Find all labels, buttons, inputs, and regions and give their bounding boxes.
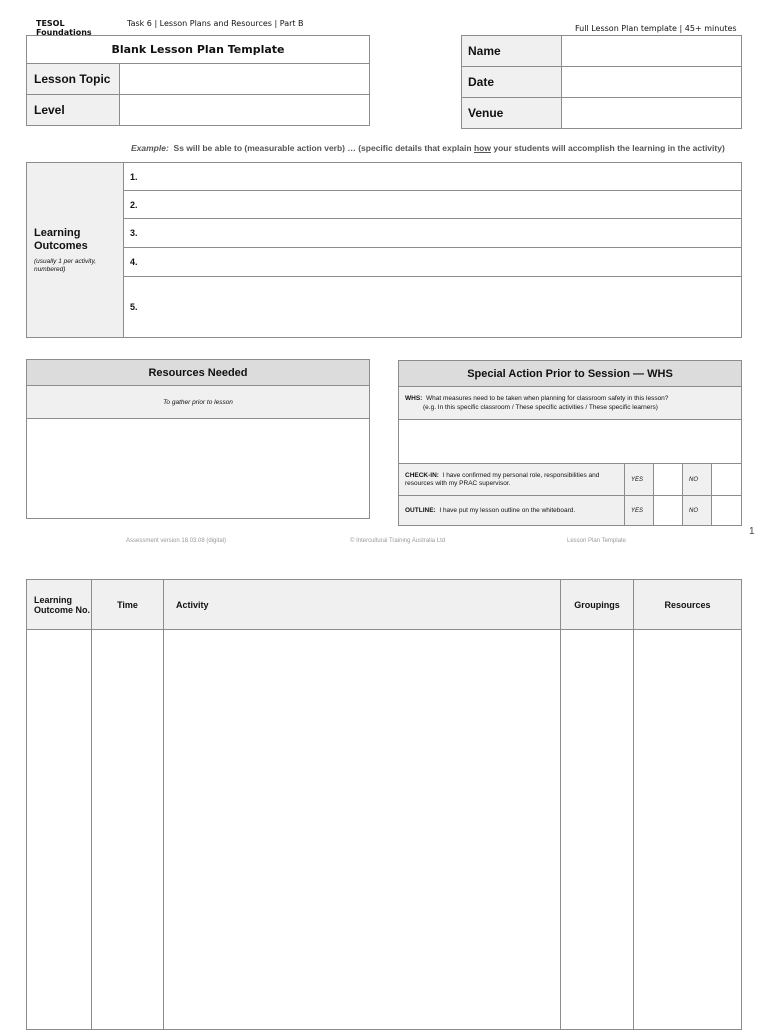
outline-label: OUTLINE: [405,506,436,514]
checkin-label: CHECK-IN: [405,471,439,479]
checkin-yes-box[interactable] [654,464,683,496]
resources-field[interactable] [27,419,370,519]
date-label: Date [462,67,562,98]
col-header-resources: Resources [634,580,742,630]
footer-version: Assessment version 18.03.08 (digital) [126,538,227,544]
name-label: Name [462,36,562,67]
org-name: TESOL Foundations [36,19,92,37]
learning-outcome-2[interactable]: 2. [124,191,742,219]
activity-table [26,579,742,1030]
whs-table [398,360,742,526]
learning-outcomes-title: Learning Outcomes [34,226,88,252]
checkin-text: I have confirmed my personal role, responsibilities and resources with my PRAC supervisor. [405,471,600,487]
cell-time[interactable] [92,630,164,1030]
learning-outcomes-label-cell [27,163,124,338]
checkin-yes-label: YES [625,464,654,496]
venue-field[interactable] [562,98,742,129]
col-header-groupings: Groupings [561,580,634,630]
learning-outcomes-table [26,162,742,338]
whs-question-label: WHS: [405,395,423,402]
cell-resources[interactable] [634,630,742,1030]
date-field[interactable] [562,67,742,98]
cell-groupings[interactable] [561,630,634,1030]
template-info: Full Lesson Plan template | 45+ minutes [575,24,737,33]
cell-learning-outcome[interactable] [27,630,92,1030]
example-text-before: Ss will be able to (measurable action verb) … (specific details that explain [173,143,472,153]
outline-text: I have put my lesson outline on the whiteboard. [439,506,576,514]
lesson-topic-field[interactable] [120,64,370,95]
outline-yes-label: YES [625,496,654,526]
checkin-no-label: NO [683,464,712,496]
venue-label: Venue [462,98,562,129]
learning-outcome-3[interactable]: 3. [124,219,742,248]
outline-no-box[interactable] [712,496,742,526]
task-title: Task 6 | Lesson Plans and Resources | Part B [127,19,304,28]
level-field[interactable] [120,95,370,126]
whs-question [399,387,742,420]
resources-table [26,359,370,519]
example-label: Example: [131,143,169,153]
outline-yes-box[interactable] [654,496,683,526]
example-underlined: how [473,143,491,153]
resources-title: Resources Needed [27,360,370,386]
resources-subtitle: To gather prior to lesson [27,386,370,419]
example-line [131,143,725,153]
whs-question-text: What measures need to be taken when planning for classroom safety in this lesson? [425,395,669,402]
col-header-time: Time [92,580,164,630]
whs-question-eg: (e.g. In this specific classroom / These specific activities / These specific learners) [423,404,658,411]
page-number: 1 [749,526,755,537]
learning-outcome-1[interactable]: 1. [124,163,742,191]
whs-answer-field[interactable] [399,420,742,464]
example-text-after: your students will accomplish the learning in the activity) [493,143,725,153]
whs-title: Special Action Prior to Session — WHS [399,361,742,387]
outline-row [399,496,625,526]
col-header-activity: Activity [164,580,561,630]
col-header-learning-outcome: Learning Outcome No. [27,580,92,630]
name-field[interactable] [562,36,742,67]
checkin-row [399,464,625,496]
learning-outcome-5[interactable]: 5. [124,277,742,338]
footer-doc: Lesson Plan Template [567,538,626,544]
lesson-plan-table [26,35,370,126]
level-label: Level [27,95,120,126]
lesson-topic-label: Lesson Topic [27,64,120,95]
cell-activity[interactable] [164,630,561,1030]
details-table [461,35,742,129]
checkin-no-box[interactable] [712,464,742,496]
learning-outcomes-subtitle: (usually 1 per activity, numbered) [34,257,97,273]
learning-outcome-4[interactable]: 4. [124,248,742,277]
lesson-plan-title: Blank Lesson Plan Template [27,36,370,64]
footer-copyright: © Intercultural Training Australia Ltd [350,538,446,544]
outline-no-label: NO [683,496,712,526]
